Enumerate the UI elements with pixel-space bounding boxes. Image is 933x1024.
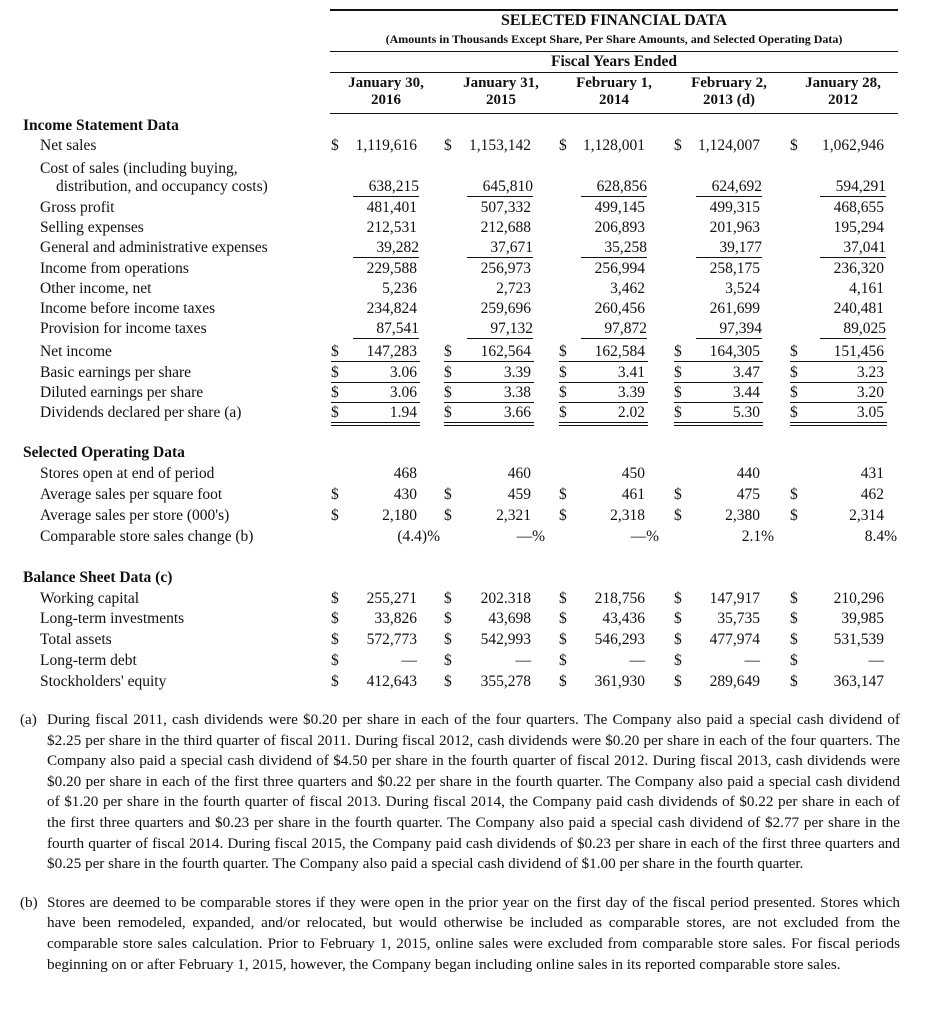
cell-value: 3.23 xyxy=(856,364,884,381)
cell-value: 260,456 xyxy=(594,300,645,317)
row-label: Diluted earnings per share xyxy=(40,384,204,401)
cell-value: 151,456 xyxy=(833,343,884,360)
cell-value: 468 xyxy=(393,465,417,482)
column-header-line2: 2013 (d) xyxy=(702,92,756,108)
row-label: Total assets xyxy=(40,631,112,648)
cell-value: 3.44 xyxy=(732,384,760,401)
dollar-sign: $ xyxy=(674,343,763,362)
dollar-sign: $ xyxy=(331,507,339,524)
cell-value: 164,305 xyxy=(709,343,760,360)
dollar-sign: $ xyxy=(444,404,534,423)
column-header-line1: January 30, xyxy=(348,75,424,91)
footnote-mark: (b) xyxy=(20,893,38,911)
cell-value: 3.39 xyxy=(617,384,645,401)
cell-value: 210,296 xyxy=(833,590,884,607)
cell-value: 481,401 xyxy=(366,199,417,216)
cell-value: 289,649 xyxy=(709,673,760,690)
dollar-sign: $ xyxy=(790,384,887,403)
section-title: Selected Operating Data xyxy=(23,444,185,461)
cell-value: 39,177 xyxy=(696,239,762,258)
cell-value: —% xyxy=(516,528,545,545)
cell-value: 3.06 xyxy=(389,364,417,381)
cell-value: 97,132 xyxy=(467,320,533,339)
dollar-sign: $ xyxy=(790,507,798,524)
cell-value: 2,723 xyxy=(496,280,531,297)
cell-value: 440 xyxy=(736,465,760,482)
cell-value: 531,539 xyxy=(833,631,884,648)
page-subtitle: (Amounts in Thousands Except Share, Per Share Amounts, and Selected Operating Data) xyxy=(385,32,843,46)
dollar-sign: $ xyxy=(444,652,452,669)
dollar-sign: $ xyxy=(790,590,798,607)
dollar-sign: $ xyxy=(674,631,682,648)
dollar-sign: $ xyxy=(674,137,682,154)
cell-value: 450 xyxy=(621,465,645,482)
cell-value: 229,588 xyxy=(366,260,417,277)
dollar-sign: $ xyxy=(444,631,452,648)
cell-value: 147,917 xyxy=(709,590,760,607)
cell-value: 638,215 xyxy=(353,178,419,197)
column-header-line1: February 2, xyxy=(691,75,767,91)
column-header-line1: January 31, xyxy=(463,75,539,91)
dollar-sign: $ xyxy=(444,486,452,503)
cell-value: 2,321 xyxy=(496,507,531,524)
column-header-line2: 2015 xyxy=(486,92,516,108)
cell-value: 89,025 xyxy=(820,320,886,339)
cell-value: 255,271 xyxy=(366,590,417,607)
cell-value: 628,856 xyxy=(581,178,647,197)
row-label: Dividends declared per share (a) xyxy=(40,404,242,421)
row-label: Long-term debt xyxy=(40,652,137,669)
dollar-sign: $ xyxy=(559,673,567,690)
cell-value: 35,258 xyxy=(581,239,647,258)
dollar-sign: $ xyxy=(674,652,682,669)
dollar-sign: $ xyxy=(559,384,648,403)
dollar-sign: $ xyxy=(444,507,452,524)
fiscal-rule xyxy=(330,72,898,73)
dollar-sign: $ xyxy=(444,590,452,607)
cell-value: 4,161 xyxy=(849,280,884,297)
dollar-sign: $ xyxy=(790,364,887,383)
cell-value: 645,810 xyxy=(467,178,533,197)
row-label: Provision for income taxes xyxy=(40,320,207,337)
cell-value: 8.4% xyxy=(864,528,897,545)
cell-value: 1,119,616 xyxy=(355,137,417,154)
column-header xyxy=(445,75,557,109)
cell-value: 1.94 xyxy=(389,404,417,421)
row-label: Working capital xyxy=(40,590,140,607)
row-label: Net income xyxy=(40,343,112,360)
cell-value: 5.30 xyxy=(732,404,760,421)
column-header-line2: 2014 xyxy=(599,92,629,108)
cell-value: 212,688 xyxy=(480,219,531,236)
dollar-sign: $ xyxy=(331,486,339,503)
cell-value: 363,147 xyxy=(833,673,884,690)
cell-value: 542,993 xyxy=(480,631,531,648)
cell-value: 240,481 xyxy=(833,300,884,317)
dollar-sign: $ xyxy=(331,631,339,648)
row-label: Basic earnings per share xyxy=(40,364,192,381)
dollar-sign: $ xyxy=(331,404,420,423)
cell-value: 3.66 xyxy=(503,404,531,421)
dollar-sign: $ xyxy=(559,610,567,627)
row-label: Income before income taxes xyxy=(40,300,216,317)
cell-value: 202.318 xyxy=(480,590,531,607)
cell-value: 355,278 xyxy=(480,673,531,690)
dollar-sign: $ xyxy=(444,364,534,383)
dollar-sign: $ xyxy=(331,384,420,403)
cell-value: 39,282 xyxy=(353,239,419,258)
column-header-rule xyxy=(330,113,898,114)
cell-value: 2,314 xyxy=(849,507,884,524)
cell-value: 430 xyxy=(393,486,417,503)
cell-value: 261,699 xyxy=(709,300,760,317)
row-label: Average sales per store (000's) xyxy=(40,507,230,524)
dollar-sign: $ xyxy=(331,137,339,154)
cell-value: 87,541 xyxy=(353,320,419,339)
column-header-line1: January 28, xyxy=(805,75,881,91)
footnote-b xyxy=(20,893,900,975)
cell-value: 459 xyxy=(507,486,531,503)
cell-value: 97,394 xyxy=(696,320,762,339)
dollar-sign: $ xyxy=(331,673,339,690)
dollar-sign: $ xyxy=(674,590,682,607)
column-header-line2: 2016 xyxy=(371,92,401,108)
row-label: Stores open at end of period xyxy=(40,465,215,482)
cell-value: 3.06 xyxy=(389,384,417,401)
double-rule xyxy=(674,425,763,426)
column-header-line2: 2012 xyxy=(828,92,858,108)
row-label: Stockholders' equity xyxy=(40,673,167,690)
dollar-sign: $ xyxy=(559,343,648,362)
row-label: Net sales xyxy=(40,137,97,154)
cell-value: 2,318 xyxy=(610,507,645,524)
dollar-sign: $ xyxy=(444,384,534,403)
cell-value: 412,643 xyxy=(366,673,417,690)
row-label: Cost of sales (including buying, xyxy=(40,160,238,177)
dollar-sign: $ xyxy=(559,364,648,383)
dollar-sign: $ xyxy=(790,343,887,362)
cell-value: 461 xyxy=(621,486,645,503)
cell-value: 1,153,142 xyxy=(469,137,531,154)
footnote-mark: (a) xyxy=(20,711,37,728)
dollar-sign: $ xyxy=(444,137,452,154)
dollar-sign: $ xyxy=(559,652,567,669)
footnote-a xyxy=(20,710,900,875)
cell-value: 3.38 xyxy=(503,384,531,401)
cell-value: 35,735 xyxy=(717,610,760,627)
cell-value: 3.41 xyxy=(617,364,645,381)
cell-value: 256,973 xyxy=(480,260,531,277)
cell-value: 218,756 xyxy=(594,590,645,607)
cell-value: 2,380 xyxy=(725,507,760,524)
dollar-sign: $ xyxy=(559,507,567,524)
cell-value: 361,930 xyxy=(594,673,645,690)
row-label: Average sales per square foot xyxy=(40,486,223,503)
double-rule xyxy=(790,425,887,426)
cell-value: 5,236 xyxy=(382,280,417,297)
subtitle-rule xyxy=(330,51,898,52)
cell-value: 162,584 xyxy=(594,343,645,360)
footnotes xyxy=(20,710,900,975)
cell-value: 162,564 xyxy=(480,343,531,360)
cell-value: 462 xyxy=(860,486,884,503)
cell-value: 468,655 xyxy=(833,199,884,216)
dollar-sign: $ xyxy=(674,404,763,423)
row-label: Income from operations xyxy=(40,260,189,277)
section-title: Balance Sheet Data (c) xyxy=(23,569,173,586)
row-label: Comparable store sales change (b) xyxy=(40,528,254,545)
dollar-sign: $ xyxy=(444,610,452,627)
row-label: Gross profit xyxy=(40,199,115,216)
dollar-sign: $ xyxy=(674,610,682,627)
cell-value: 3.05 xyxy=(856,404,884,421)
row-label: Long-term investments xyxy=(40,610,185,627)
cell-value: — xyxy=(515,652,531,669)
cell-value: 3.47 xyxy=(732,364,760,381)
cell-value: 572,773 xyxy=(366,631,417,648)
header-top-rule xyxy=(330,9,898,11)
dollar-sign: $ xyxy=(331,610,339,627)
cell-value: 3.20 xyxy=(856,384,884,401)
dollar-sign: $ xyxy=(331,343,420,362)
cell-value: 1,124,007 xyxy=(698,137,760,154)
dollar-sign: $ xyxy=(790,631,798,648)
dollar-sign: $ xyxy=(674,364,763,383)
cell-value: — xyxy=(868,652,884,669)
column-header xyxy=(787,75,899,109)
cell-value: 39,985 xyxy=(841,610,884,627)
dollar-sign: $ xyxy=(331,590,339,607)
section-title: Income Statement Data xyxy=(23,117,179,134)
dollar-sign: $ xyxy=(559,486,567,503)
cell-value: 594,291 xyxy=(820,178,886,197)
column-header xyxy=(330,75,442,109)
cell-value: 256,994 xyxy=(594,260,645,277)
cell-value: 97,872 xyxy=(581,320,647,339)
cell-value: 259,696 xyxy=(480,300,531,317)
cell-value: 3,524 xyxy=(725,280,760,297)
cell-value: 37,041 xyxy=(820,239,886,258)
dollar-sign: $ xyxy=(331,652,339,669)
cell-value: 460 xyxy=(507,465,531,482)
fiscal-years-label: Fiscal Years Ended xyxy=(550,53,677,70)
cell-value: 2.1% xyxy=(741,528,774,545)
cell-value: 2,180 xyxy=(382,507,417,524)
column-header-line1: February 1, xyxy=(576,75,652,91)
column-header xyxy=(558,75,670,109)
dollar-sign: $ xyxy=(674,384,763,403)
dollar-sign: $ xyxy=(790,486,798,503)
cell-value: 499,315 xyxy=(709,199,760,216)
cell-value: — xyxy=(401,652,417,669)
cell-value: 43,698 xyxy=(488,610,531,627)
cell-value: 507,332 xyxy=(480,199,531,216)
page-title: SELECTED FINANCIAL DATA xyxy=(500,12,728,29)
cell-value: 43,436 xyxy=(602,610,645,627)
row-label: Selling expenses xyxy=(40,219,144,236)
cell-value: 1,062,946 xyxy=(822,137,884,154)
dollar-sign: $ xyxy=(444,673,452,690)
dollar-sign: $ xyxy=(674,486,682,503)
cell-value: 33,826 xyxy=(374,610,417,627)
dollar-sign: $ xyxy=(790,404,887,423)
dollar-sign: $ xyxy=(790,652,798,669)
cell-value: 234,824 xyxy=(366,300,417,317)
cell-value: 475 xyxy=(736,486,760,503)
cell-value: — xyxy=(744,652,760,669)
cell-value: 37,671 xyxy=(467,239,533,258)
dollar-sign: $ xyxy=(559,590,567,607)
cell-value: 258,175 xyxy=(709,260,760,277)
row-label-cont: distribution, and occupancy costs) xyxy=(56,178,268,195)
cell-value: 3,462 xyxy=(610,280,645,297)
cell-value: 3.39 xyxy=(503,364,531,381)
double-rule xyxy=(559,425,648,426)
double-rule xyxy=(331,425,420,426)
footnote-text: During fiscal 2011, cash dividends were $0.20 per share in each of the four quarters. The Company also paid a special cash dividend of $2.25 per share in the third quarter of fiscal 2011. During fiscal 2012, cash dividends were $0.20 per share in each of the four quarters. The Company also paid a special cash dividend of $4.50 per share in the fourth quarter of fiscal 2012. During fiscal 2013, cash dividends were $0.20 per share in each of the first three quarters and $0.22 per share in the fourth quarter. The Company also paid a special cash dividend of $1.20 per share in the fourth quarter of fiscal 2013. During fiscal 2014, the Company paid cash dividends of $0.22 per share in each of the first three quarters and $0.23 per share in the fourth quarter. The Company also paid a special cash dividend of $2.77 per share in the fourth quarter of fiscal 2014. During fiscal 2015, the Company paid cash dividends of $0.23 per share in each of the first three quarters and $0.25 per share in the fourth quarter. The Company also paid a special cash dividend of $1.00 per share in the fourth quarter. xyxy=(47,711,900,873)
row-label: General and administrative expenses xyxy=(40,239,268,256)
dollar-sign: $ xyxy=(790,137,798,154)
row-label: Other income, net xyxy=(40,280,152,297)
dollar-sign: $ xyxy=(444,343,534,362)
cell-value: 546,293 xyxy=(594,631,645,648)
column-header xyxy=(673,75,785,109)
cell-value: 1,128,001 xyxy=(583,137,645,154)
dollar-sign: $ xyxy=(559,137,567,154)
dollar-sign: $ xyxy=(331,364,420,383)
dollar-sign: $ xyxy=(559,631,567,648)
cell-value: — xyxy=(629,652,645,669)
cell-value: 201,963 xyxy=(709,219,760,236)
cell-value: 195,294 xyxy=(833,219,884,236)
cell-value: 499,145 xyxy=(594,199,645,216)
cell-value: —% xyxy=(630,528,659,545)
cell-value: 624,692 xyxy=(696,178,762,197)
cell-value: 206,893 xyxy=(594,219,645,236)
dollar-sign: $ xyxy=(674,507,682,524)
cell-value: 2.02 xyxy=(617,404,645,421)
double-rule xyxy=(444,425,534,426)
footnote-text: Stores are deemed to be comparable stores if they were open in the prior year on the first day of the fiscal period presented. Stores which have been remodeled, expanded, and/or relocated, but would otherwise be included as comparable stores, are not excluded from the comparable store sales calculation. Prior to February 1, 2015, online sales were excluded from comparable store sales. For fiscal periods beginning on or after February 1, 2015, however, the Company began including online sales in its reported comparable store sales. xyxy=(47,893,900,973)
cell-value: 147,283 xyxy=(366,343,417,360)
dollar-sign: $ xyxy=(674,673,682,690)
cell-value: 477,974 xyxy=(709,631,760,648)
cell-value: 236,320 xyxy=(833,260,884,277)
cell-value: (4.4)% xyxy=(397,528,440,545)
dollar-sign: $ xyxy=(559,404,648,423)
cell-value: 212,531 xyxy=(366,219,417,236)
cell-value: 431 xyxy=(860,465,884,482)
dollar-sign: $ xyxy=(790,673,798,690)
dollar-sign: $ xyxy=(790,610,798,627)
